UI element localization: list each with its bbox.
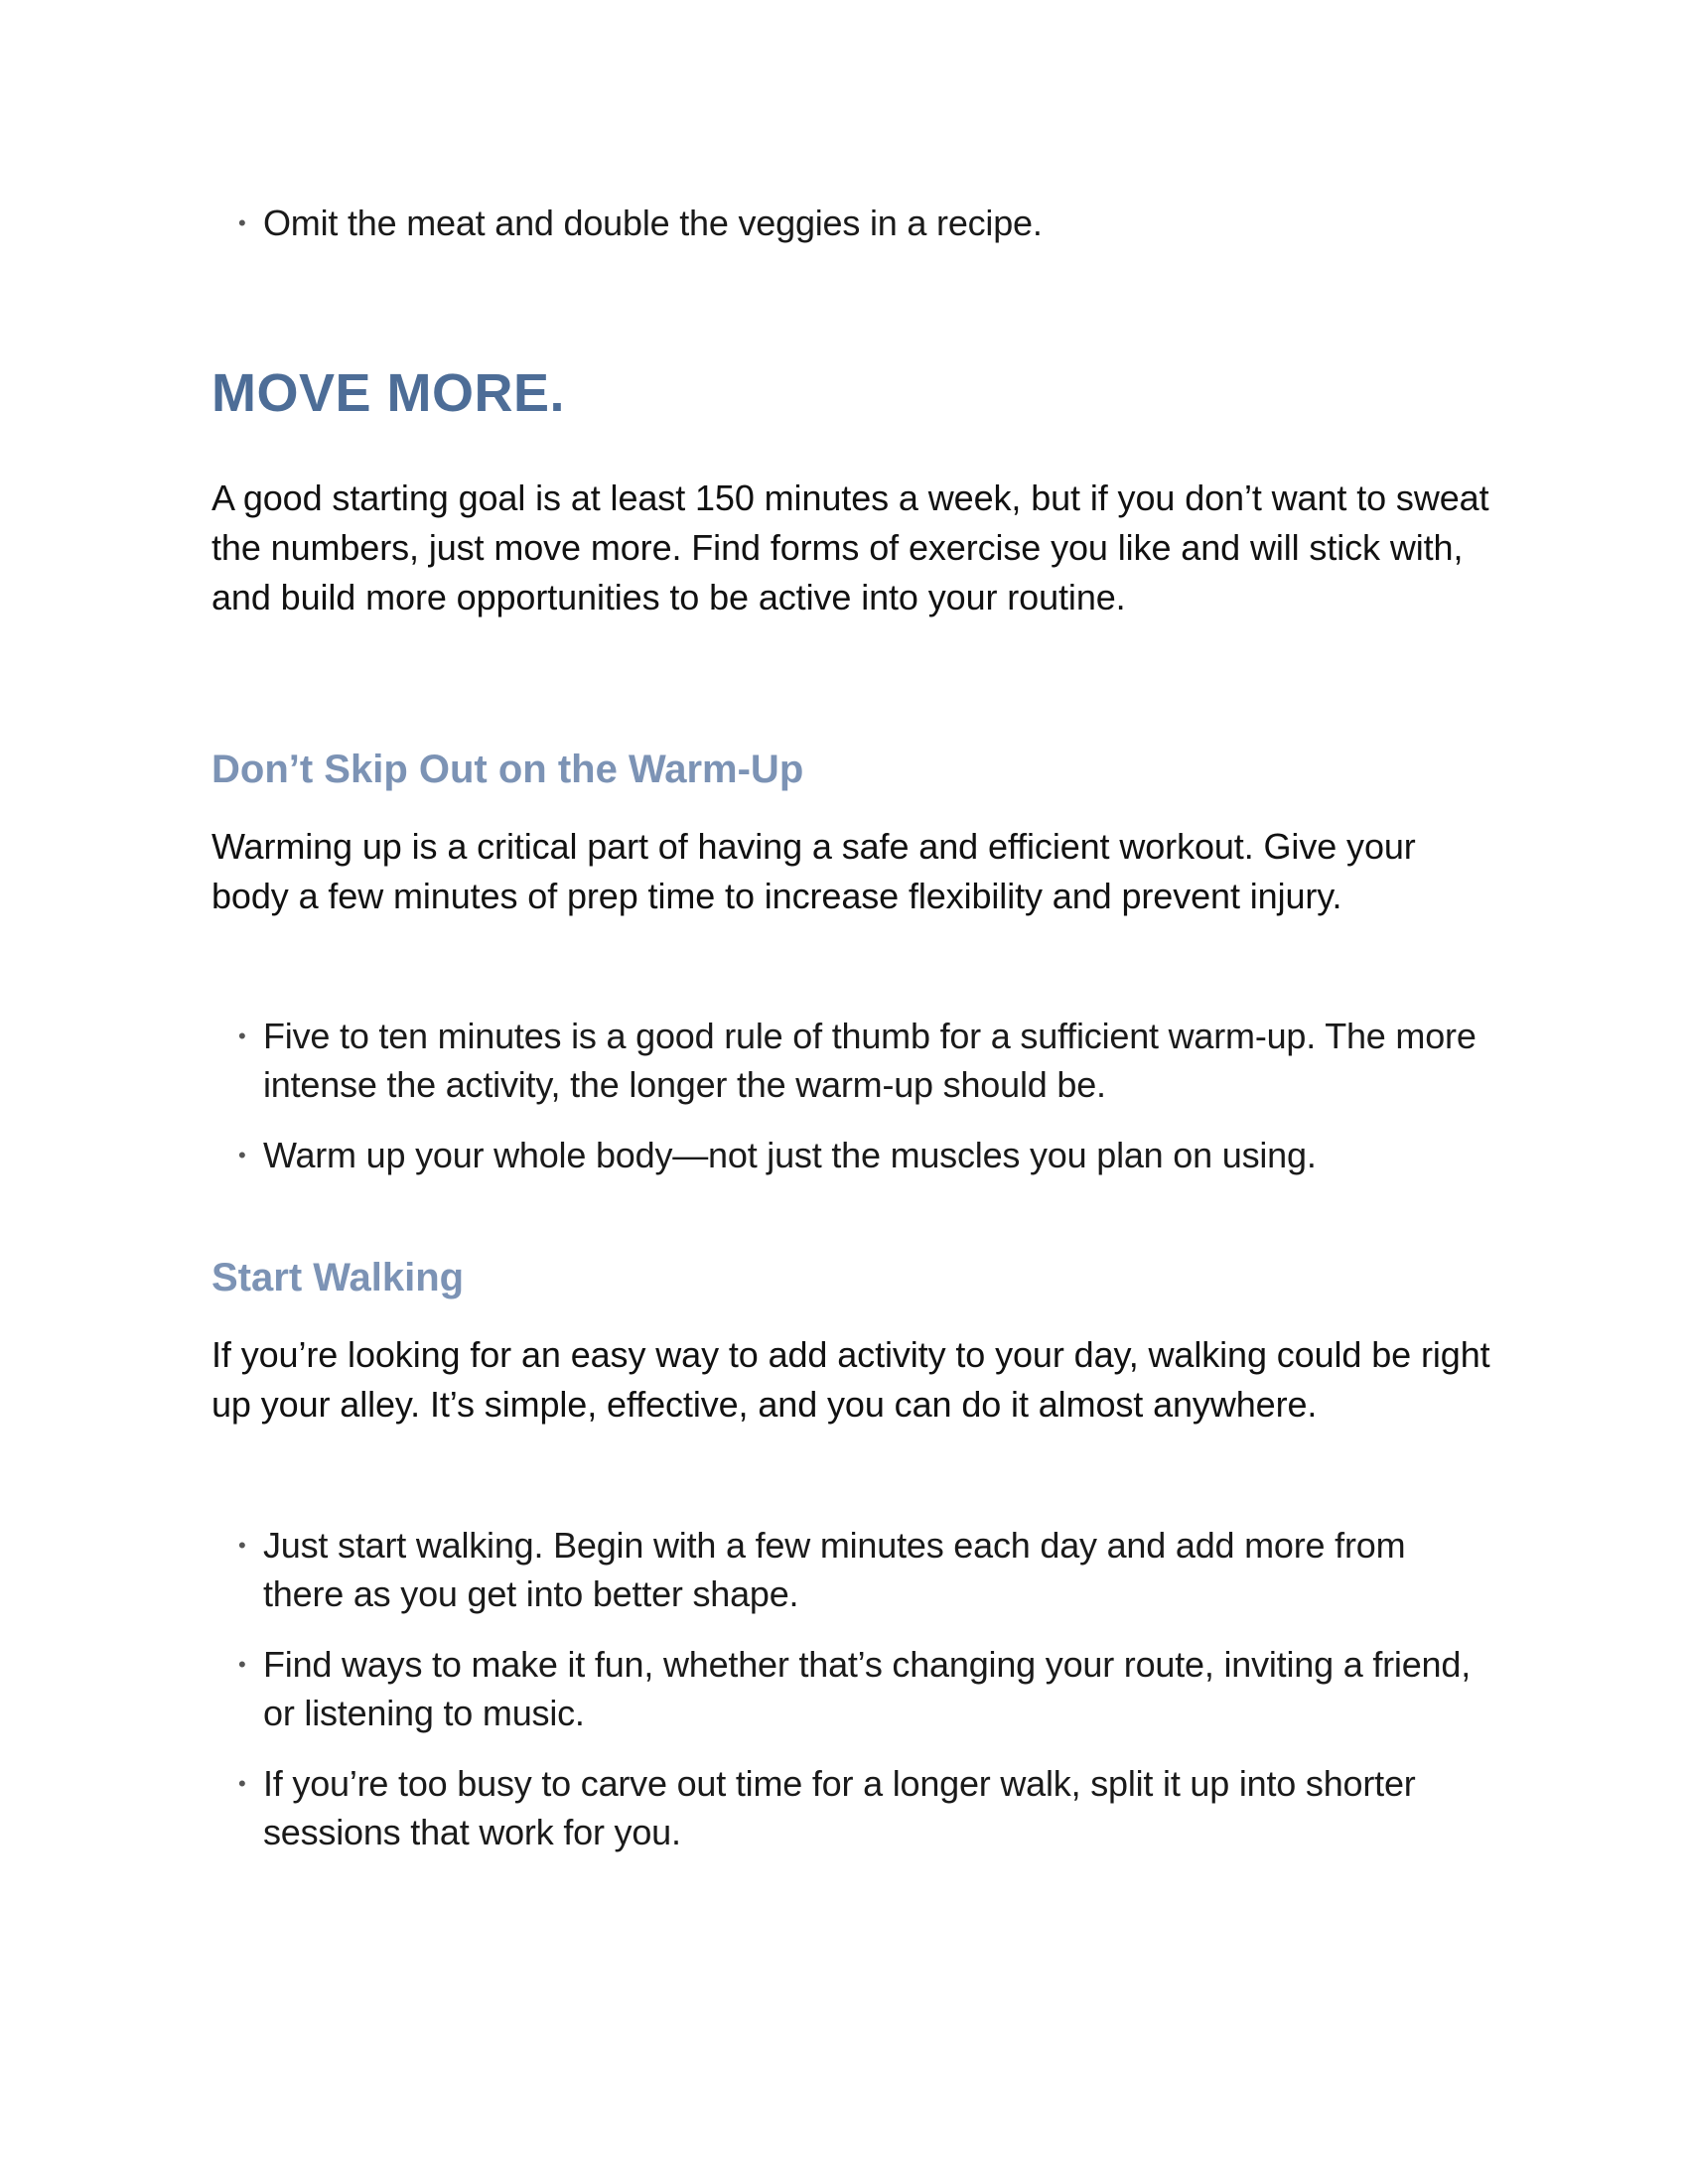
bullet-icon: •	[238, 1024, 246, 1048]
section-title: MOVE MORE.	[211, 363, 566, 423]
bullet-icon: •	[238, 1771, 246, 1796]
list-item-text: Find ways to make it fun, whether that’s changing your route, inviting a friend, or listening to music.	[263, 1644, 1471, 1733]
warmup-bullet-list-block	[211, 1012, 1492, 1179]
bullet-icon: •	[238, 210, 246, 235]
list-item-text: Warm up your whole body—not just the muscles you plan on using.	[263, 1135, 1317, 1175]
warmup-bullet-list	[211, 1012, 1492, 1179]
intro-bullet-list-block	[211, 199, 1492, 247]
intro-bullet-list	[211, 199, 1492, 247]
walking-bullet-list-block	[211, 1521, 1492, 1856]
list-item-text: Omit the meat and double the veggies in a recipe.	[263, 203, 1043, 243]
list-item	[238, 199, 1492, 247]
list-item-text: If you’re too busy to carve out time for a longer walk, split it up into shorter sessions that work for you.	[263, 1763, 1416, 1852]
bullet-icon: •	[238, 1143, 246, 1167]
warmup-paragraph: Warming up is a critical part of having a safe and efficient workout. Give your body a few minutes of prep time to increase flexibility and prevent injury.	[211, 826, 1416, 916]
section-intro-paragraph: A good starting goal is at least 150 minutes a week, but if you don’t want to sweat the numbers, just move more. Find forms of exercise you like and will stick with, and build more opportunities to be active into your routine.	[211, 478, 1489, 617]
list-item	[238, 1131, 1492, 1179]
warmup-heading: Don’t Skip Out on the Warm-Up	[211, 748, 804, 791]
list-item-text: Just start walking. Begin with a few minutes each day and add more from there as you get into better shape.	[263, 1525, 1406, 1614]
list-item	[238, 1521, 1492, 1618]
walking-bullet-list	[211, 1521, 1492, 1856]
list-item	[238, 1759, 1492, 1856]
list-item	[238, 1012, 1492, 1109]
list-item	[238, 1640, 1492, 1737]
bullet-icon: •	[238, 1652, 246, 1677]
bullet-icon: •	[238, 1533, 246, 1558]
walking-paragraph: If you’re looking for an easy way to add activity to your day, walking could be right up your alley. It’s simple, effective, and you can do it almost anywhere.	[211, 1334, 1490, 1425]
list-item-text: Five to ten minutes is a good rule of thumb for a sufficient warm-up. The more intense the activity, the longer the warm-up should be.	[263, 1016, 1477, 1105]
walking-heading: Start Walking	[211, 1256, 465, 1299]
